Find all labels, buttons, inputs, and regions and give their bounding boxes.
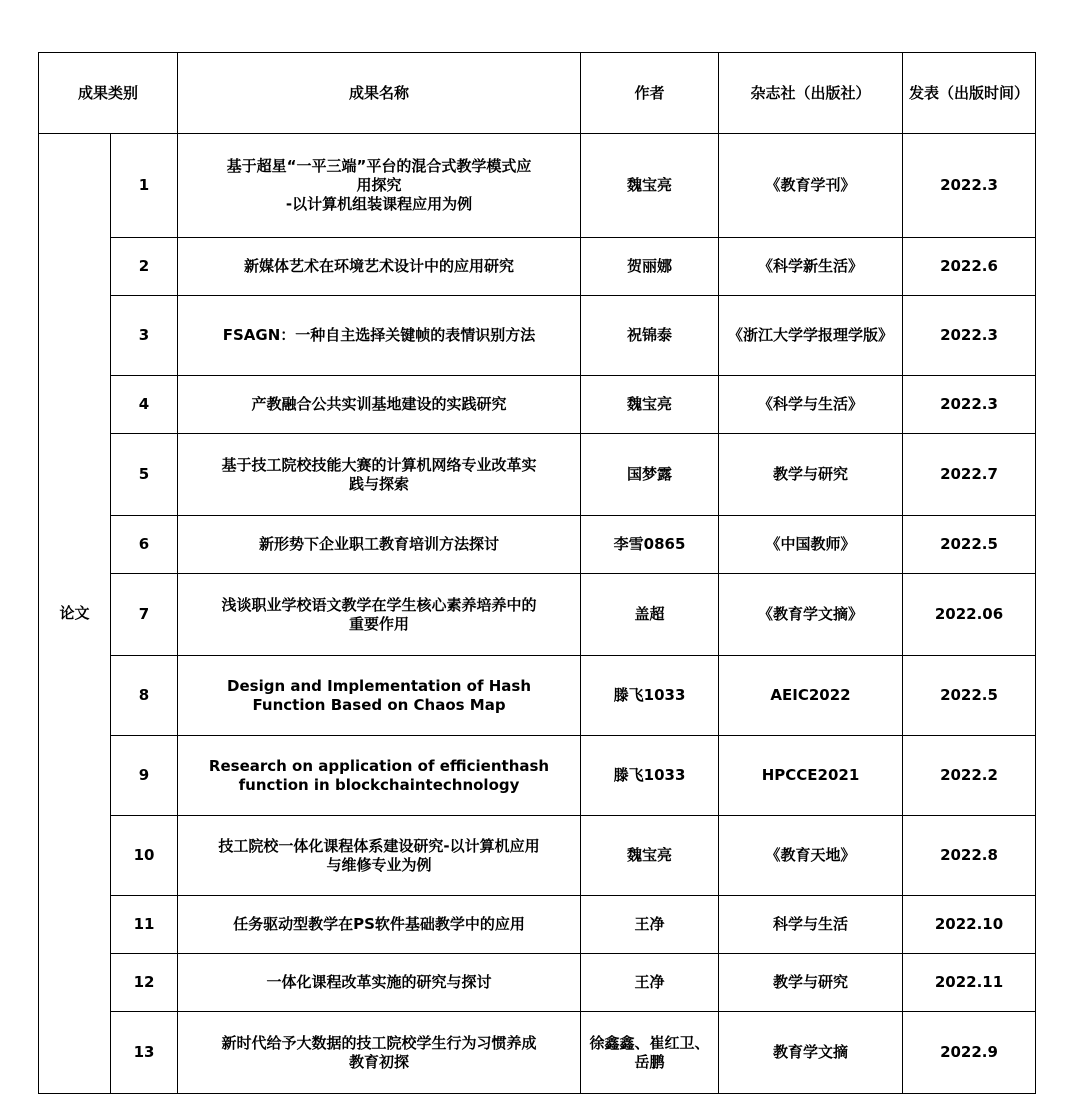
row-number: 13	[111, 1012, 178, 1094]
title-line: 一体化课程改革实施的研究与探讨	[266, 973, 492, 991]
date-cell: 2022.3	[903, 134, 1036, 238]
table-row	[39, 434, 1036, 516]
title-line: Design and Implementation of Hash	[227, 676, 531, 695]
header-row	[39, 53, 1036, 134]
date-cell: 2022.11	[903, 954, 1036, 1012]
author-cell: 盖超	[581, 574, 719, 656]
date-cell: 2022.9	[903, 1012, 1036, 1094]
date-cell: 2022.06	[903, 574, 1036, 656]
date-cell: 2022.6	[903, 238, 1036, 296]
date-cell: 2022.5	[903, 656, 1036, 736]
row-number: 5	[111, 434, 178, 516]
header-category: 成果类别	[39, 53, 178, 134]
publisher-cell: 《教育学文摘》	[719, 574, 903, 656]
publisher-cell: 教学与研究	[719, 434, 903, 516]
author-cell: 滕飞1033	[581, 656, 719, 736]
table-row	[39, 954, 1036, 1012]
date-cell: 2022.2	[903, 736, 1036, 816]
row-number: 11	[111, 896, 178, 954]
table-row	[39, 1012, 1036, 1094]
title-line: 新媒体艺术在环境艺术设计中的应用研究	[244, 257, 515, 275]
title-line: 与维修专业为例	[326, 855, 432, 874]
date-cell: 2022.7	[903, 434, 1036, 516]
row-number: 6	[111, 516, 178, 574]
title-cell	[178, 434, 581, 516]
publisher-cell: 《中国教师》	[719, 516, 903, 574]
row-number: 9	[111, 736, 178, 816]
title-cell	[178, 954, 581, 1012]
title-line: 新时代给予大数据的技工院校学生行为习惯养成	[221, 1033, 537, 1052]
table-row	[39, 816, 1036, 896]
title-line: 任务驱动型教学在PS软件基础教学中的应用	[233, 915, 525, 933]
author-cell: 贺丽娜	[581, 238, 719, 296]
table-row	[39, 896, 1036, 954]
author-cell: 李雪0865	[581, 516, 719, 574]
title-cell	[178, 1012, 581, 1094]
title-line: Research on application of efficienthash	[208, 756, 550, 775]
title-cell	[178, 736, 581, 816]
title-line: 基于超星“一平三端”平台的混合式教学模式应	[226, 157, 532, 175]
author-cell: 国梦露	[581, 434, 719, 516]
table-row	[39, 296, 1036, 376]
row-number: 12	[111, 954, 178, 1012]
header-date: 发表（出版时间）	[903, 53, 1036, 134]
date-cell: 2022.5	[903, 516, 1036, 574]
table-row	[39, 516, 1036, 574]
title-line: 产教融合公共实训基地建设的实践研究	[251, 395, 507, 413]
achievements-table	[38, 52, 1036, 1094]
publisher-cell: 《教育学刊》	[719, 134, 903, 238]
title-cell	[178, 574, 581, 656]
author-cell: 魏宝亮	[581, 816, 719, 896]
author-cell: 魏宝亮	[581, 376, 719, 434]
row-number: 3	[111, 296, 178, 376]
row-number: 4	[111, 376, 178, 434]
title-line: 教育初探	[349, 1052, 410, 1071]
title-line: Function Based on Chaos Map	[252, 695, 506, 714]
title-line: 用探究	[356, 176, 402, 194]
category-cell: 论文	[39, 134, 111, 1094]
row-number: 8	[111, 656, 178, 736]
date-cell: 2022.10	[903, 896, 1036, 954]
title-cell	[178, 656, 581, 736]
table-row	[39, 656, 1036, 736]
table-row	[39, 376, 1036, 434]
title-line: 技工院校一体化课程体系建设研究-以计算机应用	[218, 836, 540, 855]
publisher-cell: 《教育天地》	[719, 816, 903, 896]
title-line: 浅谈职业学校语文教学在学生核心素养培养中的	[221, 595, 537, 614]
date-cell: 2022.3	[903, 376, 1036, 434]
header-publisher: 杂志社（出版社）	[719, 53, 903, 134]
row-number: 10	[111, 816, 178, 896]
title-cell	[178, 238, 581, 296]
date-cell: 2022.8	[903, 816, 1036, 896]
author-cell: 魏宝亮	[581, 134, 719, 238]
header-author: 作者	[581, 53, 719, 134]
table-row	[39, 574, 1036, 656]
title-line: 新形势下企业职工教育培训方法探讨	[259, 535, 500, 553]
publisher-cell: 教育学文摘	[719, 1012, 903, 1094]
title-cell	[178, 376, 581, 434]
table-row	[39, 238, 1036, 296]
title-line: function in blockchaintechnology	[238, 775, 520, 794]
publisher-cell: HPCCE2021	[719, 736, 903, 816]
publisher-cell: AEIC2022	[719, 656, 903, 736]
title-cell	[178, 296, 581, 376]
author-cell: 王净	[581, 954, 719, 1012]
title-line: FSAGN：一种自主选择关键帧的表情识别方法	[222, 326, 536, 344]
title-line: 重要作用	[349, 614, 410, 633]
title-cell	[178, 516, 581, 574]
author-cell: 滕飞1033	[581, 736, 719, 816]
publisher-cell: 《浙江大学学报理学版》	[719, 296, 903, 376]
author-cell: 王净	[581, 896, 719, 954]
title-line: 基于技工院校技能大赛的计算机网络专业改革实	[221, 455, 537, 474]
title-cell	[178, 896, 581, 954]
table-row	[39, 736, 1036, 816]
row-number: 7	[111, 574, 178, 656]
row-number: 2	[111, 238, 178, 296]
table-row	[39, 134, 1036, 238]
title-cell	[178, 134, 581, 238]
publisher-cell: 科学与生活	[719, 896, 903, 954]
title-line: -以计算机组装课程应用为例	[285, 195, 473, 213]
author-cell: 徐鑫鑫、崔红卫、岳鹏	[581, 1012, 719, 1094]
publisher-cell: 《科学新生活》	[719, 238, 903, 296]
date-cell: 2022.3	[903, 296, 1036, 376]
row-number: 1	[111, 134, 178, 238]
title-line: 践与探索	[349, 474, 410, 493]
author-cell: 祝锦泰	[581, 296, 719, 376]
title-cell	[178, 816, 581, 896]
header-title: 成果名称	[178, 53, 581, 134]
publisher-cell: 《科学与生活》	[719, 376, 903, 434]
publisher-cell: 教学与研究	[719, 954, 903, 1012]
